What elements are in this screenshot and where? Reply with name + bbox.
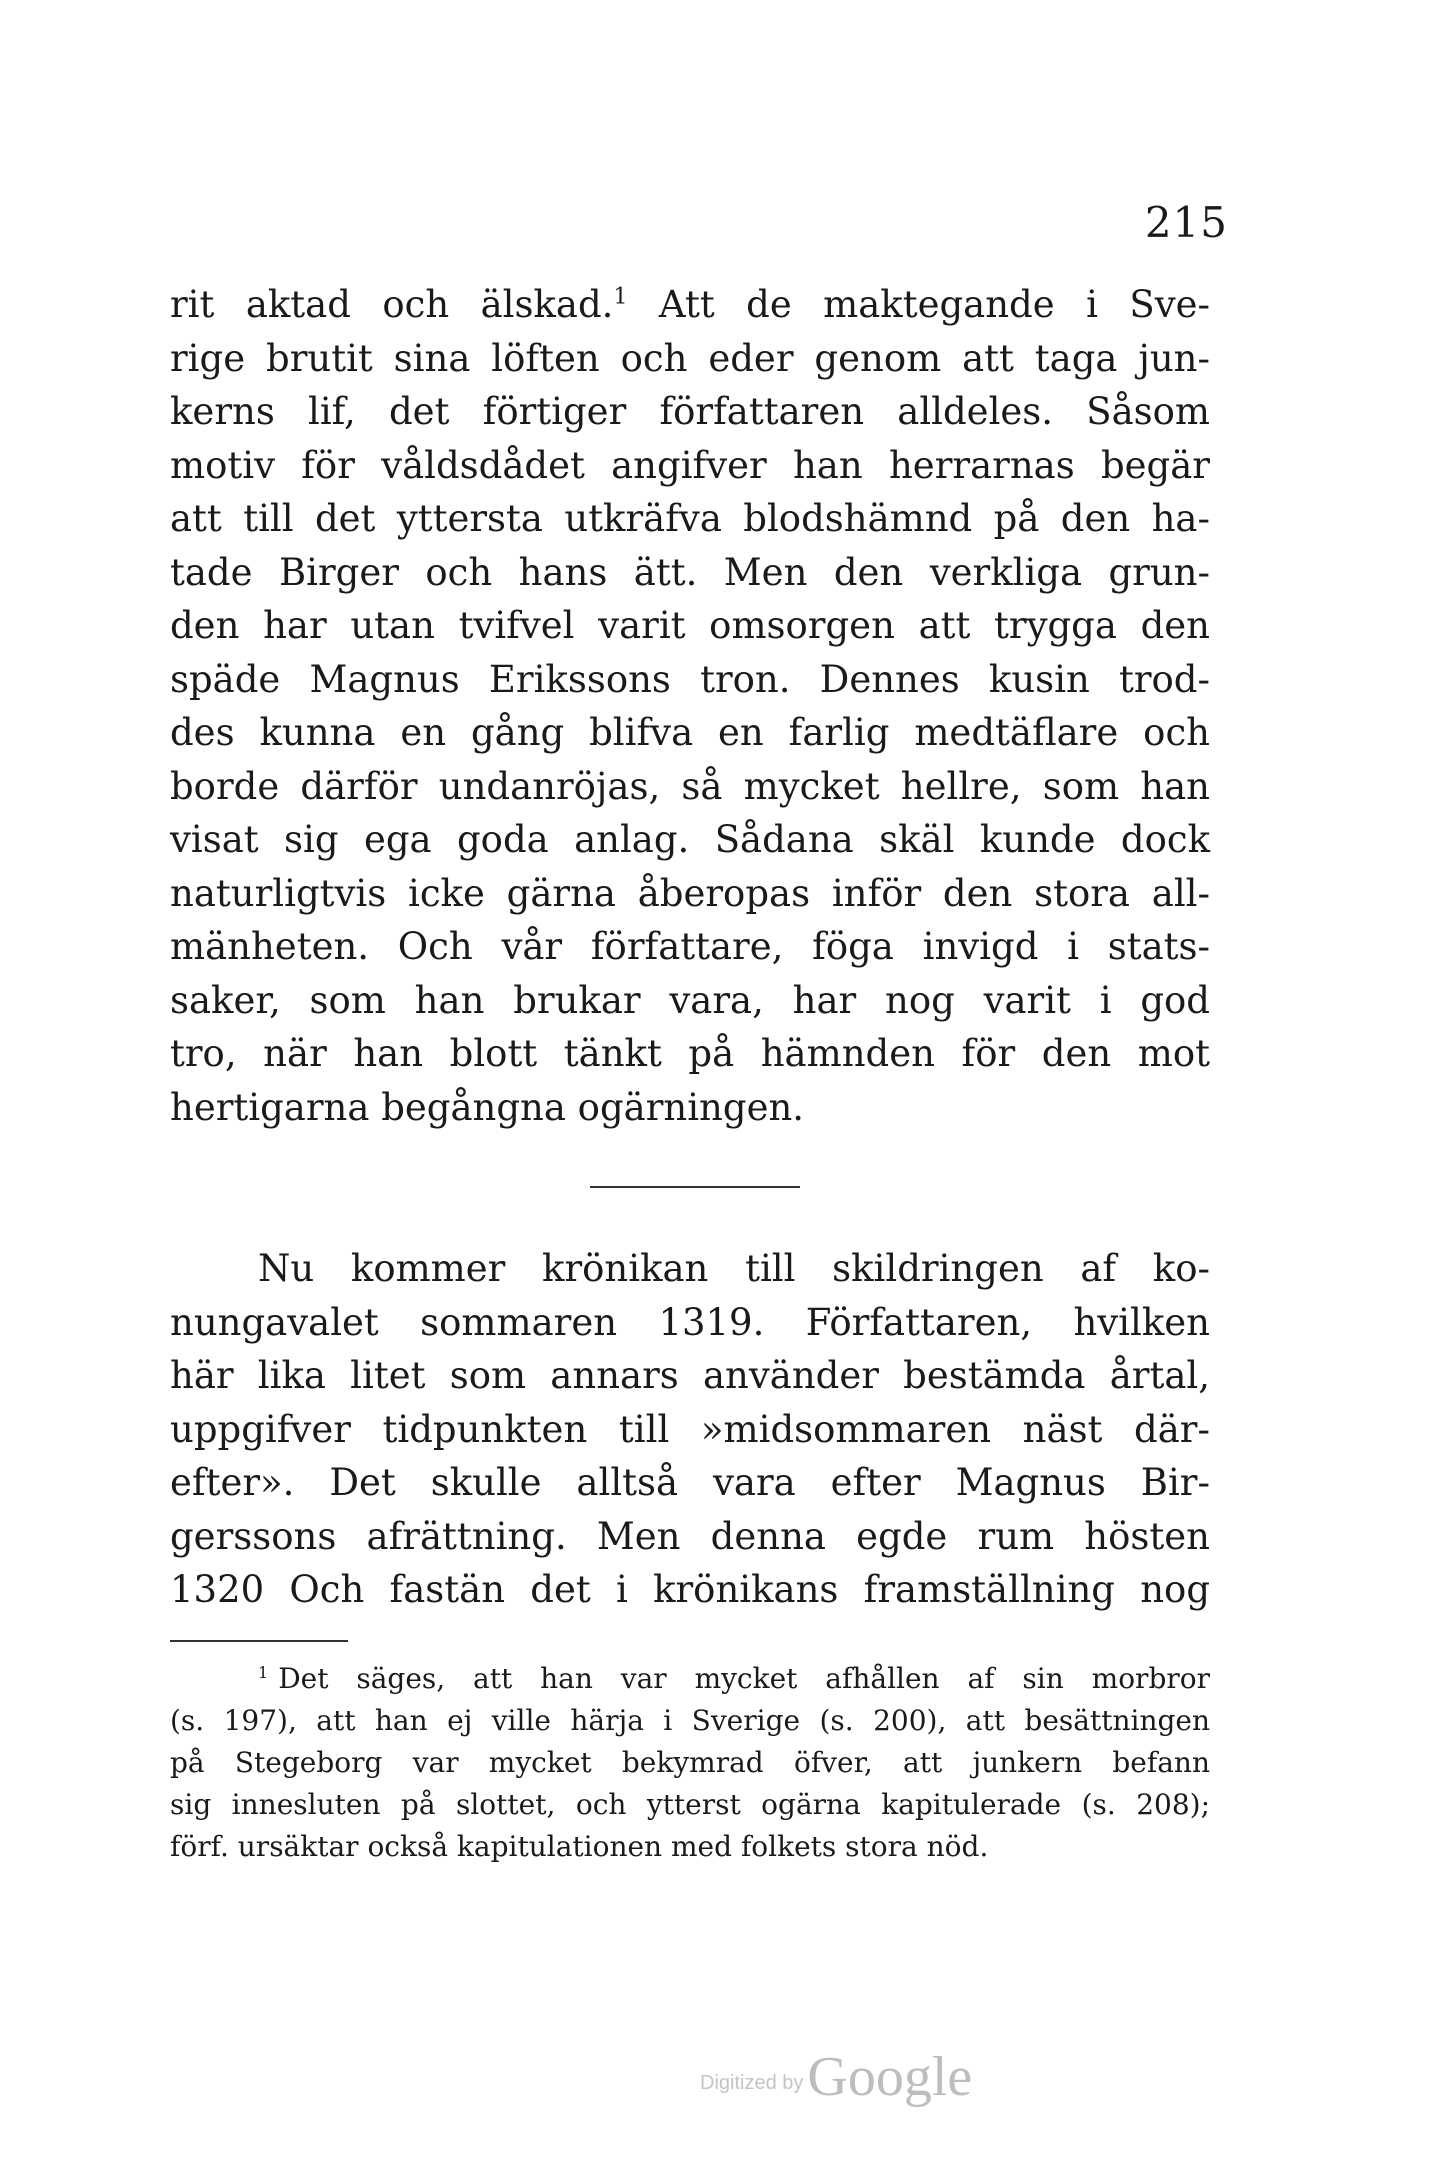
text-line: tro, när han blott tänkt på hämnden för den mot — [170, 1032, 1210, 1075]
text-line: tade Birger och hans ätt. Men den verkliga grun- — [170, 550, 1210, 594]
watermark-brand: Google — [807, 2046, 973, 2108]
footnote-divider — [170, 1640, 348, 1642]
paragraph-1 — [170, 278, 1210, 1134]
text-line: här lika litet som annars använder bestämda årtal, — [170, 1354, 1210, 1397]
text-line: späde Magnus Erikssons tron. Dennes kusin trod- — [170, 657, 1210, 701]
footnote-line: sig innesluten på slottet, och ytterst ogärna kapitulerade (s. 208); — [170, 1788, 1210, 1821]
text-line: den har utan tvifvel varit omsorgen att trygga den — [170, 604, 1210, 647]
footnote-line: (s. 197), att han ej ville härja i Sverige (s. 200), att besättningen — [170, 1704, 1210, 1737]
text-line: saker, som han brukar vara, har nog varit i god — [170, 978, 1210, 1022]
text-line: gerssons afrättning. Men denna egde rum hösten — [170, 1514, 1210, 1558]
footnote-line: $^1$ Det säges, att han var mycket afhållen af sin morbror — [258, 1662, 1210, 1695]
section-divider — [590, 1186, 800, 1188]
paragraph-2 — [170, 1242, 1210, 1617]
footnote-line: på Stegeborg var mycket bekymrad öfver, att junkern befann — [170, 1746, 1210, 1779]
text-line: naturligtvis icke gärna åberopas inför den stora all- — [170, 871, 1210, 915]
text-line: visat sig ega goda anlag. Sådana skäl kunde dock — [170, 818, 1210, 861]
text-line: Nu kommer krönikan till skildringen af ko- — [258, 1247, 1210, 1290]
footnote-marker: 1 — [258, 1662, 269, 1682]
digitized-watermark — [700, 2045, 972, 2109]
text-line: mänheten. Och vår författare, föga invigd i stats- — [170, 925, 1210, 968]
text-line: motiv för våldsdådet angifver han herrarnas begär — [170, 443, 1210, 487]
footnote — [170, 1658, 1210, 1868]
text-line: nungavalet sommaren 1319. Författaren, hvilken — [170, 1300, 1210, 1344]
text-line: att till det yttersta utkräfva blodshämnd på den ha- — [170, 497, 1210, 540]
footnote-line: förf. ursäktar också kapitulationen med folkets stora nöd. — [170, 1830, 989, 1863]
text-line: rit aktad och älskad.$^1$ Att de maktegande i Sve- — [170, 283, 1211, 326]
footnote-reference: 1 — [613, 284, 628, 310]
text-line: rige brutit sina löften och eder genom att taga jun- — [170, 336, 1210, 380]
text-line: efter». Det skulle alltså vara efter Magnus Bir- — [170, 1461, 1210, 1504]
text-line: kerns lif, det förtiger författaren alldeles. Såsom — [170, 390, 1210, 433]
page-number: 215 — [1144, 198, 1228, 247]
text-line: uppgifver tidpunkten till »midsommaren näst där- — [170, 1407, 1210, 1451]
text-line: borde därför undanröjas, så mycket hellre, som han — [170, 764, 1210, 808]
watermark-prefix: Digitized by — [700, 2072, 804, 2094]
text-line: des kunna en gång blifva en farlig medtäflare och — [170, 711, 1210, 754]
text-line: 1320 Och fastän det i krönikans framställning nog — [170, 1568, 1210, 1611]
text-line: hertigarna begångna ogärningen. — [170, 1085, 805, 1129]
